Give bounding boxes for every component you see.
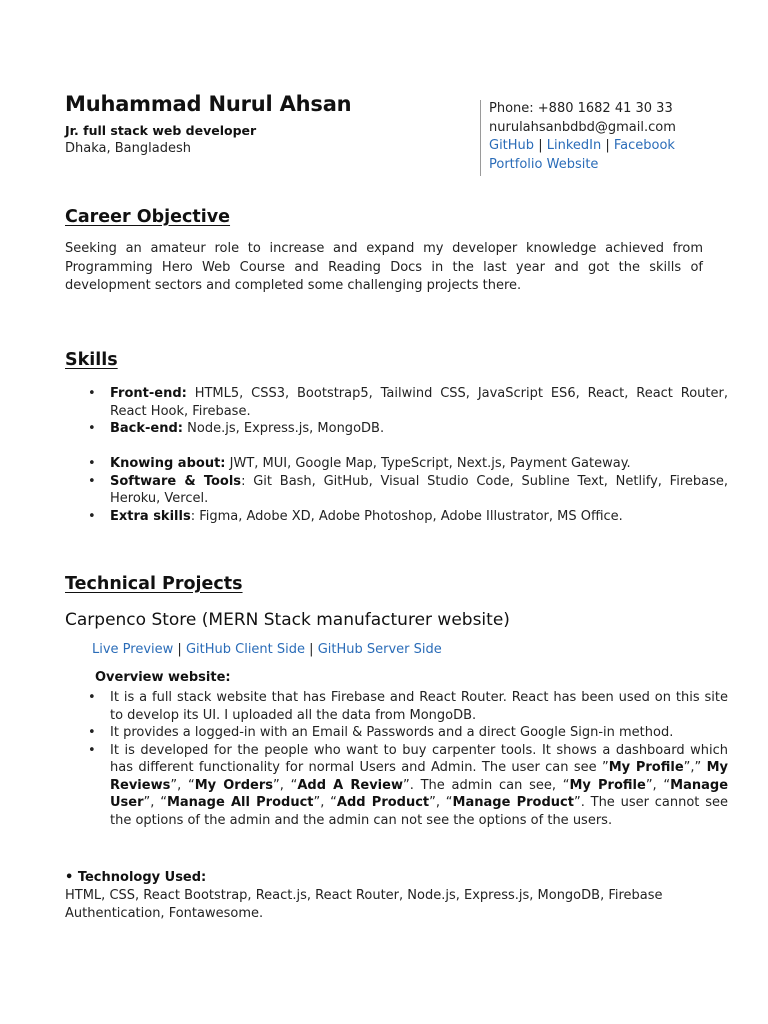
feature-name: Manage All Product (166, 795, 314, 810)
overview-text: ”, “ (429, 795, 453, 810)
link-separator: | (601, 138, 614, 153)
portfolio-link[interactable]: Portfolio Website (489, 156, 599, 172)
location: Dhaka, Bangladesh (65, 141, 191, 156)
overview-text: It is developed for the people who want to buy carpenter tools. It shows a dashboard which has different functionality for normal Users and Admin. The user can see ” (110, 742, 728, 775)
skill-label: Software & Tools (110, 473, 242, 489)
career-objective-heading: Career Objective (65, 207, 231, 227)
feature-name: Add Product (336, 795, 430, 810)
overview-list (85, 689, 728, 829)
skills-heading: Skills (65, 350, 118, 370)
phone: Phone: +880 1682 41 30 33 (489, 101, 673, 116)
linkedin-link[interactable]: LinkedIn (546, 138, 602, 153)
overview-text: ”, “ (272, 777, 298, 793)
skill-label: Front-end: (110, 386, 187, 401)
github-link[interactable]: GitHub (489, 138, 535, 153)
skill-item-frontend (88, 385, 728, 420)
link-separator: | (173, 642, 186, 657)
bullet: • (88, 421, 96, 436)
github-server-link[interactable]: GitHub Server Side (317, 642, 442, 657)
overview-text: ”. The user cannot see the options of the admin and the admin can not see the options of the users. (110, 795, 728, 828)
github-client-link[interactable]: GitHub Client Side (185, 642, 306, 657)
skill-text: HTML5, CSS3, Bootstrap5, Tailwind CSS, JavaScript ES6, React, React Router, React Hook, Firebase. (110, 386, 728, 419)
skill-item-backend (88, 420, 728, 438)
overview-text: ”, “ (645, 777, 671, 793)
bullet: • (88, 473, 96, 489)
bullet: • (88, 742, 96, 758)
feature-name: Manage Product (452, 795, 574, 810)
overview-label: Overview website: (95, 670, 231, 685)
link-separator: | (305, 642, 318, 657)
bullet: • (88, 690, 96, 705)
overview-item (88, 724, 728, 742)
overview-text: ”, “ (143, 795, 167, 810)
bullet: • (88, 508, 96, 524)
feature-name: My Reviews (110, 760, 729, 793)
technology-used-label: • Technology Used: (65, 870, 207, 885)
feature-name: Add A Review (297, 777, 403, 793)
technical-projects-heading: Technical Projects (65, 574, 243, 594)
bullet: • (88, 456, 96, 471)
skill-label: Back-end: (110, 421, 184, 436)
social-links (489, 137, 676, 156)
skill-item-extra (88, 508, 728, 526)
bullet: • (88, 386, 96, 401)
overview-text: It is a full stack website that has Firebase and React Router. React has been used on this site to develop its UI. I uploaded all the data from MongoDB. (110, 690, 728, 723)
skill-item-tools (88, 473, 729, 508)
feature-name: My Orders (194, 777, 273, 793)
bullet: • (88, 725, 96, 740)
candidate-name: Muhammad Nurul Ahsan (65, 92, 352, 116)
skill-text: JWT, MUI, Google Map, TypeScript, Next.js, Payment Gateway. (225, 456, 631, 471)
overview-text: ”, “ (170, 777, 195, 793)
feature-name: My Profile (569, 777, 646, 793)
facebook-link[interactable]: Facebook (613, 138, 675, 153)
overview-text: ”, “ (313, 795, 337, 810)
job-title: Jr. full stack web developer (65, 123, 257, 138)
feature-name: Manage User (110, 777, 729, 810)
overview-text: ”,” (683, 760, 707, 775)
skills-list (85, 385, 728, 438)
live-preview-link[interactable]: Live Preview (92, 642, 174, 657)
link-separator: | (534, 138, 547, 153)
skill-item-knowing (88, 455, 728, 473)
skill-label: Knowing about: (110, 456, 226, 471)
contact-block (480, 100, 676, 176)
overview-text: It provides a logged-in with an Email & Passwords and a direct Google Sign-in method. (110, 725, 674, 740)
project-title: Carpenco Store (MERN Stack manufacturer website) (65, 610, 510, 630)
project-links (92, 642, 442, 657)
overview-item (88, 742, 729, 830)
overview-item (88, 689, 728, 724)
skill-text: : Figma, Adobe XD, Adobe Photoshop, Adobe Illustrator, MS Office. (190, 508, 623, 524)
feature-name: My Profile (608, 760, 684, 775)
skill-text: Node.js, Express.js, MongoDB. (183, 421, 385, 436)
email[interactable]: nurulahsanbdbd@gmail.com (489, 119, 676, 135)
skill-text: : Git Bash, GitHub, Visual Studio Code, Subline Text, Netlify, Firebase, Heroku, Vercel. (110, 473, 729, 506)
overview-text: ”. The admin can see, “ (402, 777, 570, 793)
skill-label: Extra skills (110, 508, 191, 524)
skills-list-more (85, 455, 728, 525)
career-objective-text: Seeking an amateur role to increase and expand my developer knowledge achieved from Programming Hero Web Course and Reading Docs in the last year and got the skills of development sectors and completed some challenging projects there. (65, 241, 703, 293)
technology-used-text: HTML, CSS, React Bootstrap, React.js, React Router, Node.js, Express.js, MongoDB, Firebase Authentication, Fontawesome. (65, 888, 663, 921)
